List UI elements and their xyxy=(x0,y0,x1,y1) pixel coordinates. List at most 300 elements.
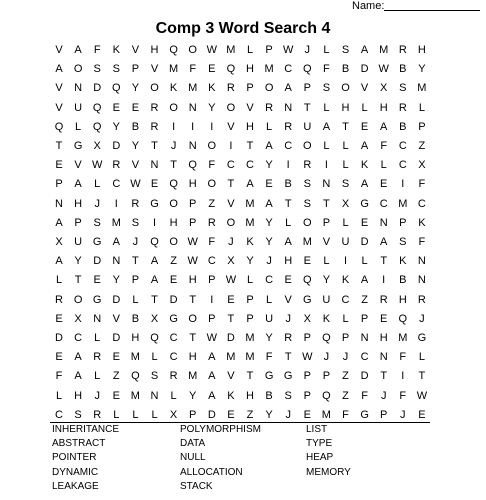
grid-letter: H xyxy=(246,63,254,76)
grid-letter: I xyxy=(114,197,118,210)
grid-letter: P xyxy=(341,332,350,344)
grid-letter: V xyxy=(55,44,63,56)
grid-letter: J xyxy=(380,389,387,402)
grid-letter: R xyxy=(169,370,178,383)
grid-letter: L xyxy=(285,216,292,229)
grid-letter: J xyxy=(228,236,234,248)
grid-letter: J xyxy=(94,197,100,210)
grid-letter: H xyxy=(379,101,388,114)
grid-letter: K xyxy=(112,44,120,56)
grid-letter: O xyxy=(73,63,83,76)
grid-letter: Y xyxy=(189,389,197,402)
grid-letter: Y xyxy=(131,82,140,95)
grid-letter: K xyxy=(227,389,235,402)
grid-letter: K xyxy=(208,82,216,95)
grid-letter: P xyxy=(303,82,311,95)
grid-letter: O xyxy=(303,140,312,152)
grid-letter: P xyxy=(189,408,197,421)
grid-letter: M xyxy=(379,44,389,56)
grid-letter: P xyxy=(265,44,273,56)
grid-letter: O xyxy=(207,178,217,191)
word-list-item: HEAP xyxy=(306,452,334,464)
grid-letter: X xyxy=(169,408,178,421)
grid-letter: S xyxy=(112,63,120,76)
grid-letter: A xyxy=(380,120,388,133)
grid-letter: I xyxy=(152,216,157,229)
word-list-item: INHERITANCE xyxy=(52,424,120,435)
grid-letter: T xyxy=(303,101,311,114)
grid-letter: V xyxy=(150,63,159,76)
grid-letter: X xyxy=(380,82,388,95)
grid-letter: N xyxy=(360,332,369,344)
grid-letter: A xyxy=(55,255,63,268)
grid-letter: E xyxy=(55,351,63,364)
grid-letter: L xyxy=(246,274,254,287)
grid-letter: D xyxy=(112,140,121,152)
grid-letter: S xyxy=(399,236,407,248)
grid-letter: M xyxy=(111,216,121,229)
grid-letter: R xyxy=(131,197,140,210)
grid-letter: F xyxy=(399,351,407,364)
grid-letter: D xyxy=(93,82,102,95)
grid-letter: C xyxy=(265,274,274,287)
grid-letter: R xyxy=(265,101,274,114)
grid-letter: L xyxy=(94,178,101,191)
grid-letter: Y xyxy=(265,236,273,248)
grid-letter: Q xyxy=(54,120,64,133)
grid-letter: H xyxy=(341,101,350,114)
grid-letter: L xyxy=(55,274,63,287)
grid-letter: A xyxy=(208,389,216,402)
grid-letter: K xyxy=(169,82,178,95)
grid-letter: U xyxy=(265,312,274,325)
grid-letter: E xyxy=(227,293,235,306)
grid-letter: V xyxy=(227,370,235,383)
grid-letter: H xyxy=(74,389,83,402)
grid-letter: T xyxy=(246,140,254,152)
word-list-item: DATA xyxy=(180,438,206,450)
grid-letter: V xyxy=(131,44,140,56)
grid-letter: H xyxy=(246,120,254,133)
grid-letter: Q xyxy=(150,236,159,248)
grid-letter: T xyxy=(380,255,388,268)
grid-letter: A xyxy=(150,274,159,287)
grid-letter: Z xyxy=(342,389,349,402)
grid-letter: E xyxy=(380,312,388,325)
grid-letter: Z xyxy=(170,255,177,268)
grid-letter: E xyxy=(112,351,120,364)
grid-letter: L xyxy=(151,351,158,364)
grid-letter: F xyxy=(418,178,426,191)
grid-letter: D xyxy=(360,370,369,383)
grid-letter: Z xyxy=(112,370,120,383)
grid-letter: P xyxy=(208,312,216,325)
grid-letter: L xyxy=(342,312,349,325)
grid-letter: D xyxy=(360,236,369,248)
grid-letter: T xyxy=(323,197,330,210)
grid-letter: L xyxy=(323,140,330,152)
grid-letter: P xyxy=(131,63,140,76)
grid-letter: O xyxy=(226,216,236,229)
grid-letter: A xyxy=(74,370,82,383)
grid-letter: L xyxy=(380,159,387,172)
grid-letter: Q xyxy=(188,159,197,172)
grid-letter: Z xyxy=(418,140,426,152)
grid-letter: R xyxy=(284,120,293,133)
grid-letter: O xyxy=(73,293,83,306)
grid-letter: D xyxy=(360,63,369,76)
grid-letter: Q xyxy=(303,63,312,76)
grid-letter: J xyxy=(342,351,349,364)
grid-letter: V xyxy=(246,101,254,114)
grid-letter: F xyxy=(55,370,63,383)
grid-letter: M xyxy=(130,389,140,402)
grid-letter: C xyxy=(379,197,388,210)
grid-letter: N xyxy=(93,312,102,325)
grid-letter: E xyxy=(380,178,388,191)
grid-letter: E xyxy=(55,312,63,325)
grid-letter: P xyxy=(380,408,388,421)
grid-letter: Z xyxy=(208,197,216,210)
grid-letter: J xyxy=(170,140,177,152)
grid-letter: J xyxy=(94,389,100,402)
grid-letter: R xyxy=(398,101,407,114)
grid-letter: S xyxy=(93,216,101,229)
grid-letter: X xyxy=(227,255,235,268)
grid-letter: G xyxy=(92,293,102,306)
grid-letter: N xyxy=(55,197,63,210)
grid-letter: S xyxy=(303,197,311,210)
grid-letter: I xyxy=(191,120,195,133)
grid-letter: A xyxy=(246,178,254,191)
grid-letter: R xyxy=(150,120,159,133)
grid-letter: V xyxy=(55,101,63,114)
grid-letter: I xyxy=(324,159,328,172)
grid-letter: K xyxy=(341,274,350,287)
grid-letter: E xyxy=(303,255,311,268)
grid-letter: A xyxy=(360,178,369,191)
grid-letter: K xyxy=(246,236,254,248)
grid-letter: Y xyxy=(265,408,273,421)
grid-letter: G xyxy=(150,197,159,210)
grid-letter: O xyxy=(303,216,312,229)
grid-letter: A xyxy=(360,44,369,56)
grid-letter: T xyxy=(246,370,254,383)
grid-letter: H xyxy=(284,255,293,268)
grid-letter: E xyxy=(418,408,426,421)
grid-letter: P xyxy=(303,370,311,383)
grid-letter: A xyxy=(265,140,273,152)
grid-letter: E xyxy=(360,216,369,229)
grid-letter: V xyxy=(55,82,63,95)
grid-letter: Z xyxy=(361,293,368,306)
grid-letter: W xyxy=(416,389,428,402)
grid-letter: N xyxy=(322,178,331,191)
grid-letter: K xyxy=(418,216,426,229)
grid-letter: Z xyxy=(342,370,349,383)
grid-letter: P xyxy=(246,82,254,95)
grid-letter: G xyxy=(360,408,369,421)
grid-letter: I xyxy=(343,255,348,268)
grid-letter: L xyxy=(323,44,330,56)
grid-letter: S xyxy=(284,389,292,402)
grid-letter: F xyxy=(323,63,330,76)
grid-letter: Y xyxy=(265,216,273,229)
grid-letter: L xyxy=(170,389,177,402)
grid-letter: P xyxy=(322,370,331,383)
grid-letter: M xyxy=(321,408,331,421)
grid-letter: C xyxy=(169,332,178,344)
grid-letter: L xyxy=(342,140,349,152)
grid-letter: E xyxy=(227,408,235,421)
grid-letter: C xyxy=(112,178,121,191)
grid-letter: Q xyxy=(169,44,178,56)
grid-letter: V xyxy=(322,236,331,248)
grid-letter: N xyxy=(379,216,388,229)
word-list-item: TYPE xyxy=(306,438,333,450)
grid-letter: W xyxy=(206,332,217,344)
grid-letter: P xyxy=(208,274,216,287)
grid-letter: E xyxy=(112,101,120,114)
grid-letter: O xyxy=(207,140,217,152)
grid-letter: H xyxy=(188,178,197,191)
grid-letter: Y xyxy=(322,274,331,287)
grid-letter: Q xyxy=(226,63,236,76)
grid-letter: R xyxy=(207,216,216,229)
grid-letter: I xyxy=(382,274,386,287)
grid-letter: L xyxy=(75,120,82,133)
grid-letter: E xyxy=(131,101,140,114)
grid-letter: F xyxy=(208,159,216,172)
grid-letter: B xyxy=(131,312,140,325)
grid-letter: K xyxy=(322,312,331,325)
grid-letter: V xyxy=(227,197,235,210)
grid-letter: F xyxy=(208,236,216,248)
grid-letter: Q xyxy=(322,389,331,402)
grid-letter: D xyxy=(226,332,235,344)
grid-letter: D xyxy=(207,408,216,421)
grid-letter: A xyxy=(55,216,63,229)
grid-letter: Q xyxy=(150,332,159,344)
grid-letter: W xyxy=(302,351,313,364)
grid-letter: W xyxy=(282,44,294,56)
grid-letter: P xyxy=(74,216,82,229)
grid-letter: P xyxy=(55,178,63,191)
grid-letter: L xyxy=(246,44,254,56)
grid-letter: B xyxy=(131,120,140,133)
grid-letter: C xyxy=(55,408,63,421)
divider xyxy=(50,422,430,423)
grid-letter: T xyxy=(151,293,158,306)
grid-letter: Q xyxy=(131,370,140,383)
grid-letter: I xyxy=(210,293,214,306)
grid-letter: P xyxy=(399,216,407,229)
grid-letter: F xyxy=(189,63,197,76)
grid-letter: E xyxy=(208,63,216,76)
grid-letter: X xyxy=(418,159,426,172)
grid-letter: I xyxy=(229,140,233,152)
name-label: Name: xyxy=(352,0,385,12)
grid-letter: N xyxy=(284,101,293,114)
grid-letter: T xyxy=(380,370,388,383)
grid-letter: Z xyxy=(246,408,254,421)
grid-letter: T xyxy=(284,351,292,364)
grid-letter: V xyxy=(131,159,140,172)
grid-letter: Q xyxy=(169,178,178,191)
grid-letter: D xyxy=(55,332,63,344)
grid-letter: J xyxy=(285,408,291,421)
grid-letter: Y xyxy=(418,63,426,76)
grid-letter: A xyxy=(265,197,273,210)
grid-letter: L xyxy=(94,370,101,383)
grid-letter: X xyxy=(93,140,101,152)
grid-letter: C xyxy=(360,351,369,364)
grid-letter: B xyxy=(341,63,350,76)
grid-letter: L xyxy=(418,101,425,114)
grid-letter: L xyxy=(113,408,120,421)
grid-letter: M xyxy=(417,82,427,95)
grid-letter: N xyxy=(417,255,426,268)
grid-letter: I xyxy=(210,120,214,133)
grid-letter: J xyxy=(400,408,406,421)
grid-letter: V xyxy=(74,159,82,172)
grid-letter: G xyxy=(283,370,293,383)
grid-letter: E xyxy=(169,274,178,287)
grid-letter: V xyxy=(227,120,235,133)
grid-letter: F xyxy=(418,236,426,248)
grid-letter: S xyxy=(93,63,101,76)
grid-letter: C xyxy=(398,140,407,152)
grid-letter: R xyxy=(150,101,159,114)
grid-letter: Y xyxy=(131,140,140,152)
grid-letter: N xyxy=(379,351,388,364)
grid-letter: B xyxy=(399,63,407,76)
word-list-item: DYNAMIC xyxy=(52,466,99,478)
grid-letter: L xyxy=(55,389,63,402)
name-line[interactable] xyxy=(384,10,480,11)
grid-letter: R xyxy=(226,82,235,95)
grid-letter: C xyxy=(284,63,293,76)
grid-letter: O xyxy=(150,82,159,95)
grid-letter: O xyxy=(169,197,178,210)
grid-letter: H xyxy=(74,197,83,210)
grid-letter: W xyxy=(130,178,141,191)
grid-letter: W xyxy=(225,274,237,287)
grid-letter: E xyxy=(360,120,369,133)
grid-letter: L xyxy=(418,351,425,364)
grid-letter: A xyxy=(360,274,369,287)
grid-letter: I xyxy=(286,159,290,172)
grid-letter: O xyxy=(169,101,178,114)
grid-letter: E xyxy=(150,178,159,191)
grid-letter: Y xyxy=(74,255,82,268)
grid-letter: W xyxy=(187,236,198,248)
grid-letter: A xyxy=(150,255,159,268)
grid-letter: F xyxy=(361,389,368,402)
grid-letter: A xyxy=(284,236,292,248)
grid-letter: H xyxy=(188,351,197,364)
grid-letter: P xyxy=(418,120,426,133)
grid-letter: E xyxy=(93,274,101,287)
grid-letter: V xyxy=(112,312,120,325)
grid-letter: L xyxy=(266,120,273,133)
grid-letter: G xyxy=(360,197,369,210)
grid-letter: N xyxy=(188,101,197,114)
grid-letter: R xyxy=(93,408,102,421)
grid-letter: U xyxy=(322,293,331,306)
grid-letter: L xyxy=(151,408,158,421)
grid-letter: N xyxy=(150,389,159,402)
grid-letter: S xyxy=(341,44,350,56)
grid-letter: X xyxy=(74,312,82,325)
grid-letter: C xyxy=(417,197,426,210)
grid-letter: N xyxy=(417,274,426,287)
grid-letter: Q xyxy=(92,120,102,133)
grid-letter: A xyxy=(74,44,82,56)
grid-letter: X xyxy=(341,197,350,210)
grid-letter: Q xyxy=(398,312,408,325)
grid-letter: T xyxy=(132,255,139,268)
grid-letter: P xyxy=(360,312,369,325)
grid-letter: E xyxy=(112,389,120,402)
grid-letter: M xyxy=(226,44,236,56)
grid-letter: U xyxy=(74,236,83,248)
grid-letter: E xyxy=(303,408,311,421)
grid-letter: M xyxy=(188,82,198,95)
grid-letter: A xyxy=(284,82,292,95)
grid-letter: S xyxy=(131,216,140,229)
grid-letter: R xyxy=(379,293,388,306)
grid-letter: Q xyxy=(322,332,331,344)
grid-letter: N xyxy=(188,140,197,152)
grid-letter: M xyxy=(245,197,255,210)
grid-letter: B xyxy=(265,389,273,402)
grid-letter: M xyxy=(245,351,255,364)
grid-letter: A xyxy=(208,370,216,383)
grid-letter: J xyxy=(132,236,139,248)
grid-letter: H xyxy=(150,44,159,56)
grid-letter: B xyxy=(399,274,407,287)
grid-letter: F xyxy=(93,44,101,56)
grid-letter: L xyxy=(361,101,368,114)
grid-letter: A xyxy=(208,351,216,364)
grid-letter: T xyxy=(170,159,177,172)
grid-letter: M xyxy=(226,351,236,364)
grid-letter: R xyxy=(417,293,426,306)
word-list-item: STACK xyxy=(180,480,213,492)
grid-letter: C xyxy=(226,159,235,172)
grid-letter: R xyxy=(93,351,102,364)
grid-letter: F xyxy=(380,140,388,152)
grid-letter: K xyxy=(360,159,369,172)
grid-letter: R xyxy=(112,159,121,172)
grid-letter: W xyxy=(378,63,389,76)
grid-letter: E xyxy=(55,159,63,172)
grid-letter: Y xyxy=(112,120,120,133)
grid-letter: Q xyxy=(303,274,312,287)
grid-letter: R xyxy=(55,293,63,306)
word-list-item: POLYMORPHISM xyxy=(180,424,261,435)
grid-letter: B xyxy=(399,120,407,133)
grid-letter: Q xyxy=(112,82,121,95)
grid-letter: S xyxy=(399,82,407,95)
word-list xyxy=(52,424,472,498)
grid-letter: G xyxy=(169,312,178,325)
grid-letter: L xyxy=(342,159,349,172)
grid-letter: T xyxy=(55,140,63,152)
grid-letter: A xyxy=(74,351,82,364)
grid-letter: A xyxy=(380,236,388,248)
